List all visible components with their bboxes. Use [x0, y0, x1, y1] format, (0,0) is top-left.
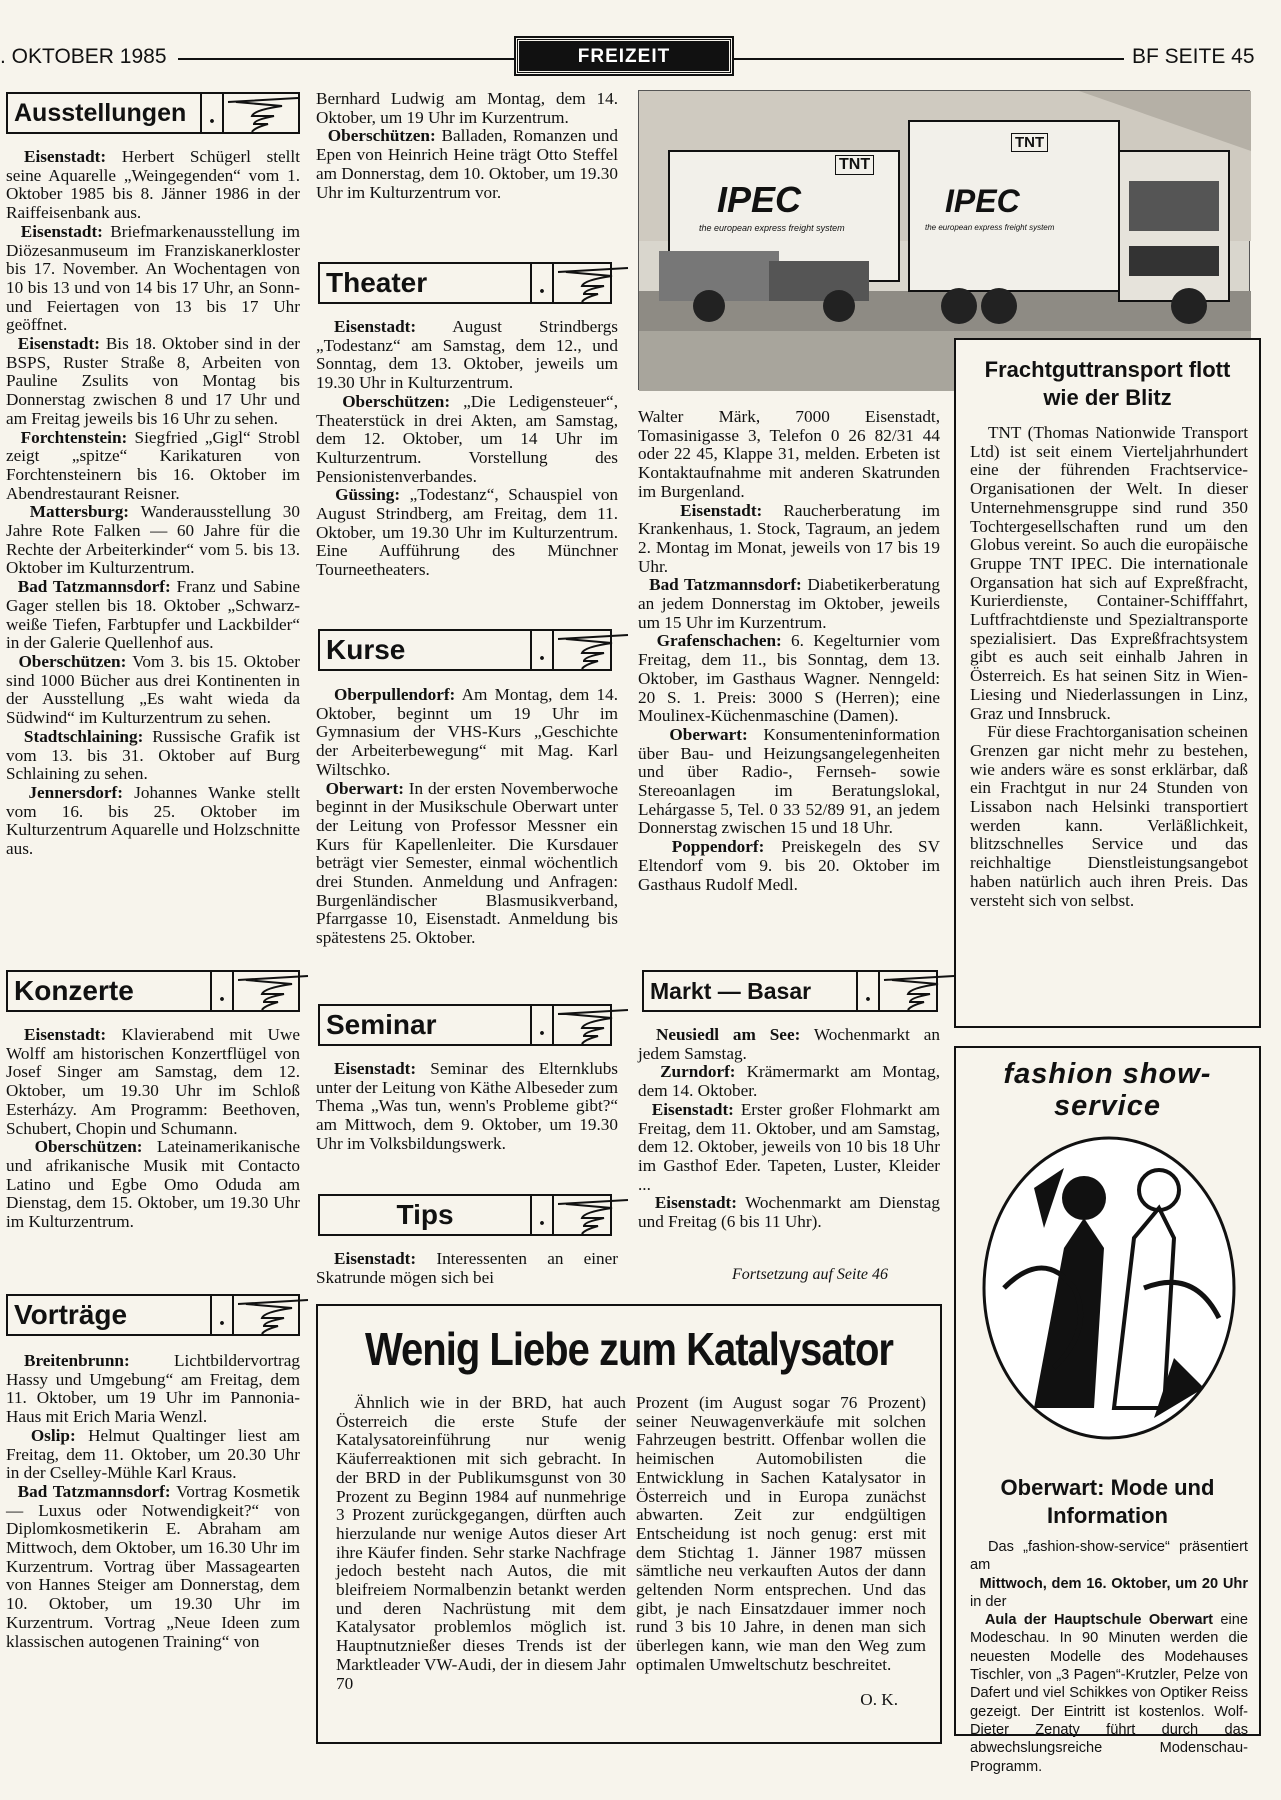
col2-top-text — [316, 90, 618, 240]
truck-brand-2: IPEC — [945, 183, 1020, 219]
continued-note: Fortsetzung auf Seite 46 — [732, 1266, 888, 1283]
pointing-hand-icon — [880, 972, 960, 1014]
rubric-seminar — [318, 1004, 612, 1046]
rubric-title: Ausstellungen — [8, 94, 202, 132]
pointing-hand-icon — [554, 1006, 634, 1048]
header-rule-left — [178, 58, 516, 60]
rubric-dot: . — [212, 972, 234, 1010]
header-page: BF SEITE 45 — [1132, 45, 1255, 68]
pointing-hand-icon — [224, 94, 304, 136]
b4-paragraph: Eisenstadt: Interessenten an einer Skatrunde mögen sich bei — [316, 1249, 618, 1287]
col2-tips-text — [316, 1250, 618, 1290]
col2-seminar-text — [316, 1060, 618, 1180]
a3-paragraph: Breitenbrunn: Lichtbildervortrag Hassy und Umgebung“ am Freitag, dem 11. Oktober, um 19 Uhr im Pannonia-Haus mit Erich Maria Wenzl. ​ Oslip: Helmut Qualtinger liest am Freitag, dem 11. Oktober, um 20.30 Uhr in der Cselley-Mühle Karl Kraus. ​ Bad Tatzmannsdorf: Vortrag Kosmetik — Luxus oder Notwendigkeit?“ von Diplomkosmetikerin E. Abraham am Mittwoch, dem Oktober, um 16.30 Uhr im Kurzentrum. Vortrag über Massagearten von Hannes Steiger am Donnerstag, dem 10. Oktober, um 19.30 Uhr im Kurzentrum. Vortrag „Neue Ideen zum klassischen autogenen Training“ von — [6, 1351, 301, 1651]
truck-tagline-2: the european express freight system — [925, 223, 1055, 232]
pointing-hand-icon — [554, 631, 634, 673]
col1-ausstellungen-text — [6, 148, 300, 948]
section-label-box — [516, 38, 732, 74]
rubric-ausstellungen — [6, 92, 300, 134]
header-rule-right — [732, 58, 1124, 60]
truck-brand-1: IPEC — [717, 179, 802, 220]
rubric-title: Konzerte — [8, 972, 212, 1010]
fashion-text — [970, 1538, 1248, 1775]
e1-paragraph: Das „fashion-show-service“ präsentiert am ​ Mittwoch, dem 16. Oktober, um 20 Uhr in der ​ Aula der Hauptschule Oberwart eine Modeschau. In 90 Minuten werden die neuesten Modelle des Modehauses Tischler, von „3 Pagen“-Krutzler, Pelze von Dafert und viel Schikkes von Optiker Reiss gezeigt. Der Eintritt ist kostenlos. Wolf-Dieter Zenaty führt durch das abwechslungsreiche Modenschau-Programm. — [970, 1539, 1248, 1775]
col2-kurse-text — [316, 686, 618, 986]
fracht-box — [954, 338, 1261, 1028]
col1-vortraege-text — [6, 1352, 300, 1744]
rubric-dot: . — [212, 1296, 234, 1334]
fracht-text — [970, 424, 1248, 1024]
pointing-hand-icon — [554, 1196, 634, 1238]
rubric-tips — [318, 1194, 612, 1236]
rubric-dot: . — [532, 631, 554, 669]
katalysator-text-left — [336, 1394, 626, 1724]
katalysator-text-right — [636, 1394, 926, 1724]
rubric-title: Tips — [320, 1196, 532, 1234]
truck-logo-2: TNT — [1011, 133, 1048, 152]
rubric-title: Markt — Basar — [644, 972, 858, 1010]
rubric-dot: . — [532, 1196, 554, 1234]
rubric-kurse — [318, 629, 612, 671]
truck-logo-1: TNT — [835, 155, 874, 175]
b0-paragraph: Bernhard Ludwig am Montag, dem 14. Oktober, um 19 Uhr im Kurzentrum. ​ Oberschützen: Balladen, Romanzen und Epen von Heinrich Heine trägt Otto Steffel am Donnerstag, dem 10. Oktober, um 19.30 Uhr im Kulturzentrum vor. — [316, 89, 619, 202]
rubric-markt — [642, 970, 938, 1012]
fashion-box — [954, 1046, 1261, 1775]
fashion-logo: fashion show-service — [1003, 1058, 1212, 1122]
rubric-title: Kurse — [320, 631, 532, 669]
rubric-konzerte — [6, 970, 300, 1012]
fracht-title: Frachtguttransport flott wie der Blitz — [984, 357, 1231, 410]
f2-paragraph: Prozent (im August sogar 76 Prozent) seiner Neuwagenverkäufe mit solchen Fahrzeugen bestritt. Offenbar wollen die heimischen Automobilisten die Entwicklung in Sachen Katalysator in Österreich und in Europa zunächst abwarten. Zeit zur endgültigen Entscheidung ist noch genug: erst mit dem Stichtag 1. Jänner 1987 müssen sämtliche neu verkauften Autos der dann geltenden Norm entsprechen. Und das gibt, je nach Einsatzdauer immer noch rund 3 bis 10 Jahre, in denen man sich überlegen kann, wie man den Weg zum optimalen Umweltschutz beschreitet. — [636, 1393, 926, 1674]
b1-paragraph: Eisenstadt: August Strindbergs „Todestanz“ am Samstag, dem 12., und Sonntag, dem 13. Oktober, jeweils um 19.30 Uhr in Kulturzentrum. ​ Oberschützen: „Die Ledigensteuer“, Theaterstück in drei Akten, am Samstag, dem 12. Oktober, um 14 Uhr im Kulturzentrum. Vorstellung des Pensionistenverbandes. ​ Güssing: „Todestanz“, Schauspiel von August Strindberg, am Freitag, dem 11. Oktober, um 19.30 Uhr im Kulturzentrum. Eine Aufführung des Münchner Tourneetheaters. — [316, 317, 619, 580]
col2-theater-text — [316, 318, 618, 603]
rubric-dot: . — [532, 1006, 554, 1044]
rubric-dot: . — [532, 264, 554, 302]
header-date: . OKTOBER 1985 — [0, 45, 167, 68]
rubric-dot: . — [202, 94, 224, 132]
katalysator-signature: O. K. — [860, 1690, 898, 1710]
rubric-title: Vorträge — [8, 1296, 212, 1334]
rubric-theater — [318, 262, 612, 304]
b2-paragraph: Oberpullendorf: Am Montag, dem 14. Oktober, beginnt um 19 Uhr im Gymnasium der VHS-Kurs „Geschichte der Arbeiterbewegung“ mit Mag. Karl Wiltschko. ​ Oberwart: In der ersten Novemberwoche beginnt in der Musikschule Oberwart unter der Leitung von Professor Messner ein Kurs für Kapellenleiter. Die Kursdauer beträgt vier Semester, einmal wöchentlich drei Stunden. Anmeldung und Anfragen: Burgenländischer Blasmusikverband, Pfarrgasse 10, Eisenstadt. Anmeldung bis spätestens 25. Oktober. — [316, 685, 618, 948]
col3-markt-text — [638, 1026, 940, 1256]
c2-paragraph: Neusiedl am See: Wochenmarkt an jedem Samstag. ​ Zurndorf: Krämermarkt am Montag, dem 14. Oktober. ​ Eisenstadt: Erster großer Flohmarkt am Freitag, dem 11. Oktober, und am Samstag, dem 12. Oktober, jeweils von 10 bis 18 Uhr im Gasthof Eder. Tapeten, Luster, Kleider ... ​ Eisenstadt: Wochenmarkt am Dienstag und Freitag (6 bis 11 Uhr). — [638, 1025, 941, 1232]
section-label: FREIZEIT — [577, 46, 671, 67]
fracht-paragraph: TNT (Thomas Nationwide Transport Ltd) ist seit einem Vierteljahrhundert eine der führenden Frachtservice-Organisationen der Welt. In dieser Unternehmensgruppe sind rund 350 Tochtergesellschaften rund um den Globus vereint. So auch die europäische Gruppe TNT IPEC. Die internationale Organsation hat sich auf Expreßfracht, Kurierdienste, Container-Schifffahrt, Luftfrachtdienste und Spezialtransporte spezialisiert. Das Expreßfrachtsystem gibt es auch seit einhalb Jahren in Österreich. Es hat seinen Sitz in Wien-Liesing und Niederlassungen in Linz, Graz und Innsbruck. Für diese Frachtorganisation scheinen Grenzen gar nicht mehr zu bestehen, wie anders wäre es sonst erklärbar, daß ein Frachtgut in nur 24 Stunden von Lissabon nach Helsinki transportiert werden kann. Verläßlichkeit, blitzschnelles Service und das reichhaltige Dienstleistungsangebot haben natürlich auch ihren Preis. Das versteht sich von selbst. — [970, 423, 1248, 910]
rubric-dot: . — [858, 972, 880, 1010]
pointing-hand-icon — [554, 264, 634, 306]
col1-konzerte-text — [6, 1026, 300, 1271]
header — [0, 38, 1281, 78]
rubric-vortraege — [6, 1294, 300, 1336]
b3-paragraph: Eisenstadt: Seminar des Elternklubs unter der Leitung von Käthe Albeseder zum Thema „Was tun, wenn's Probleme gibt?“ am Mittwoch, dem 9. Oktober, um 19.30 Uhr im Volksbildungswerk. — [316, 1059, 618, 1153]
c1-paragraph: Walter Märk, 7000 Eisenstadt, Tomasinigasse 3, Telefon 0 26 82/31 44 oder 22 45, Klappe 31, melden. Erbeten ist Kontaktaufnahme mit anderen Skatrunden im Burgenland. ​ Eisenstadt: Raucherberatung im Krankenhaus, 1. Stock, Tagraum, an jedem 2. Montag im Monat, jeweils von 17 bis 19 Uhr. ​ Bad Tatzmannsdorf: Diabetikerberatung an jedem Donnerstag im Oktober, jeweils um 15 Uhr im Kurzentrum. ​ Grafenschachen: 6. Kegelturnier vom Freitag, dem 11., bis Sonntag, dem 13. Oktober, im Gasthaus Wagner. Nenngeld: 20 S. 1. Preis: 3000 S (Herren); eine Moulinex-Küchenmaschine (Damen). ​ Oberwart: Konsumenteninformation über Bau- und Heizungsangelegenheiten und über Radio-, Fernseh- sowie Stereoanlagen im Beratungslokal, Lehárgasse 5, Tel. 0 33 52/89 91, an jedem Donnerstag zwischen 15 und 18 Uhr. ​ Poppendorf: Preiskegeln des SV Eltendorf vom 9. bis 20. Oktober im Gasthaus Rudolf Medl. — [638, 407, 941, 894]
a2-paragraph: Eisenstadt: Klavierabend mit Uwe Wolff am historischen Konzertflügel von Josef Singer am Samstag, dem 12. Oktober, um 19.30 Uhr im Schloß Esterházy. Am Programm: Beethoven, Schubert, Chopin und Schumann. ​ Oberschützen: Lateinamerikanische und afrikanische Musik mit Contacto Latino und Egbe Omo Oduda am Dienstag, dem 15. Oktober, um 19.30 Uhr im Kulturzentrum. — [6, 1025, 300, 1232]
pointing-hand-icon — [234, 972, 314, 1014]
f1-paragraph: Ähnlich wie in der BRD, hat auch Österreich die erste Stufe der Katalysatoreinführung nur wenig Käuferreaktionen mit sich gebracht. In der BRD in der Publikumsgunst von 30 Prozent zu Beginn 1984 auf nunmehrige 3 Prozent zurückgegangen, dürften auch hierzulande nur wenige Autos dieser Art ihre Käufer finden. Sehr starke Nachfrage jedoch besteht nach Autos, die mit bleifreiem Normalbenzin betankt werden und deren Nachrüstung mit dem Katalysator problemlos möglich ist. Hauptnutznießer dieses Trends ist der Marktleader VW-Audi, der in diesem Jahr 70 — [336, 1393, 626, 1693]
katalysator-title: Wenig Liebe zum Katalysator — [365, 1324, 893, 1376]
col3-text — [638, 408, 940, 948]
katalysator-box — [316, 1304, 942, 1744]
a1-paragraph: Eisenstadt: Herbert Schügerl stellt seine Aquarelle „Weingegenden“ vom 1. Oktober 1985 bis 8. Jänner 1986 in der Raiffeisenbank aus. ​ Eisenstadt: Briefmarkenausstellung im Diözesanmuseum im Franziskanerkloster bis 17. November. An Wochentagen von 10 bis 13 und von 14 bis 17 Uhr, an Sonn- und Feiertagen von 13 bis 17 Uhr geöffnet. ​ Eisenstadt: Bis 18. Oktober sind in der BSPS, Ruster Straße 8, Arbeiten von Pauline Zsulits von Montag bis Donnerstag zwischen 8 und 17 Uhr und am Freitag jeweils bis 16 Uhr zu sehen. ​ Forchtenstein: Siegfried „Gigl“ Strobl zeigt „spitze“ Karikaturen von Forchtensteinern bis 16. Oktober im Abendrestaurant Reisner. ​ Mattersburg: Wanderausstellung 30 Jahre Rote Falken — 60 Jahre für die Rechte der Arbeiterkinder“ vom 5. bis 13. Oktober im Kulturzentrum. ​ Bad Tatzmannsdorf: Franz und Sabine Gager stellen bis 18. Oktober „Schwarz-weiße Tiefen, Farbtupfer und Lackbilder“ in der Galerie Quellenhof aus. ​ Oberschützen: Vom 3. bis 15. Oktober sind 1000 Bücher aus drei Kontinenten in der Ausstellung „Es waht wieda da Südwind“ im Kulturzentrum zu sehen. ​ Stadtschlaining: Russische Grafik ist vom 13. bis 31. Oktober auf Burg Schlaining zu sehen. ​ Jennersdorf: Johannes Wanke stellt vom 16. bis 25. Oktober im Kulturzentrum Aquarelle und Holzschnitte aus. — [6, 147, 301, 859]
rubric-title: Seminar — [320, 1006, 532, 1044]
fashion-illustration — [974, 1128, 1244, 1448]
pointing-hand-icon — [234, 1296, 314, 1338]
truck-tagline-1: the european express freight system — [699, 223, 845, 233]
fashion-title: Oberwart: Mode und Information — [1000, 1475, 1215, 1528]
rubric-title: Theater — [320, 264, 532, 302]
